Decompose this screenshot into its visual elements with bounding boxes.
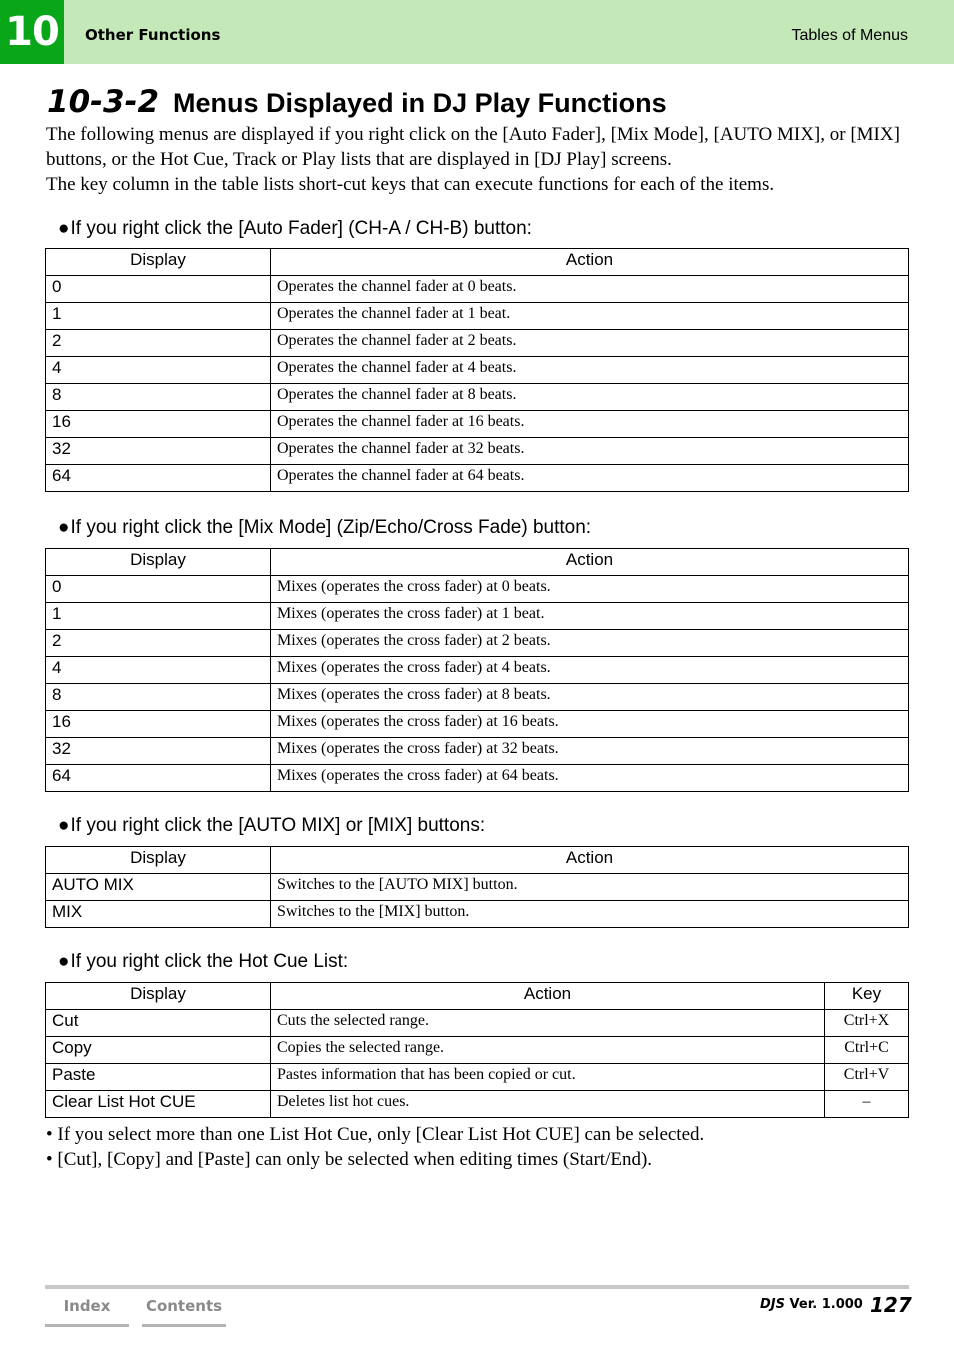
display-cell: 4 <box>46 357 271 384</box>
note-item: • If you select more than one List Hot Cue, only [Clear List Hot CUE] can be selected. <box>46 1124 705 1145</box>
column-header-display: Display <box>46 983 271 1010</box>
table-row <box>46 874 909 901</box>
action-cell: Mixes (operates the cross fader) at 4 beats. <box>271 657 909 684</box>
chapter-number-badge: 10 <box>0 0 64 64</box>
key-cell: Ctrl+X <box>825 1010 909 1037</box>
display-cell: 64 <box>46 465 271 492</box>
table-caption-auto-fader <box>58 218 532 240</box>
display-cell: 4 <box>46 657 271 684</box>
action-cell: Deletes list hot cues. <box>271 1091 825 1118</box>
version-text: Ver. 1.000 <box>789 1297 863 1312</box>
action-cell: Operates the channel fader at 8 beats. <box>271 384 909 411</box>
table-row <box>46 384 909 411</box>
display-cell: Paste <box>46 1064 271 1091</box>
table-row <box>46 357 909 384</box>
column-header-display: Display <box>46 249 271 276</box>
bullet-icon: ● <box>58 517 70 538</box>
table-caption-auto-mix <box>58 815 485 837</box>
display-cell: Copy <box>46 1037 271 1064</box>
display-cell: 8 <box>46 684 271 711</box>
action-cell: Mixes (operates the cross fader) at 64 beats. <box>271 765 909 792</box>
display-cell: 2 <box>46 330 271 357</box>
action-cell: Copies the selected range. <box>271 1037 825 1064</box>
table-row <box>46 1091 909 1118</box>
action-cell: Mixes (operates the cross fader) at 32 beats. <box>271 738 909 765</box>
intro-paragraph: The following menus are displayed if you right click on the [Auto Fader], [Mix Mode], [AUTO MIX], or [MIX] buttons, or the Hot Cue, Track or Play lists that are displayed in [DJ Play] screens. <box>46 124 900 170</box>
version-label <box>760 1297 863 1312</box>
section-heading <box>47 84 667 120</box>
display-cell: 64 <box>46 765 271 792</box>
display-cell: 1 <box>46 303 271 330</box>
action-cell: Operates the channel fader at 32 beats. <box>271 438 909 465</box>
contents-link[interactable]: Contents <box>142 1296 226 1327</box>
column-header-action: Action <box>271 249 909 276</box>
table-caption-mix-mode <box>58 517 591 539</box>
column-header-action: Action <box>271 847 909 874</box>
action-cell: Pastes information that has been copied or cut. <box>271 1064 825 1091</box>
table-header-row <box>46 983 909 1010</box>
action-cell: Cuts the selected range. <box>271 1010 825 1037</box>
chapter-title: Other Functions <box>85 26 221 44</box>
table-row <box>46 738 909 765</box>
intro-text <box>46 122 916 197</box>
header-section-label: Tables of Menus <box>791 27 908 44</box>
display-cell: 1 <box>46 603 271 630</box>
display-cell: 32 <box>46 738 271 765</box>
caption-text: If you right click the Hot Cue List: <box>70 951 349 972</box>
action-cell: Operates the channel fader at 1 beat. <box>271 303 909 330</box>
table-row <box>46 711 909 738</box>
page-number: 127 <box>870 1293 912 1317</box>
table-row <box>46 765 909 792</box>
table-row <box>46 630 909 657</box>
action-cell: Switches to the [AUTO MIX] button. <box>271 874 909 901</box>
display-cell: 0 <box>46 276 271 303</box>
index-link[interactable]: Index <box>45 1296 129 1327</box>
auto-fader-menu-table <box>45 248 909 492</box>
action-cell: Operates the channel fader at 2 beats. <box>271 330 909 357</box>
key-cell: – <box>825 1091 909 1118</box>
display-cell: 8 <box>46 384 271 411</box>
table-row <box>46 465 909 492</box>
table-row <box>46 438 909 465</box>
display-cell: Cut <box>46 1010 271 1037</box>
table-row <box>46 657 909 684</box>
column-header-display: Display <box>46 549 271 576</box>
action-cell: Switches to the [MIX] button. <box>271 901 909 928</box>
table-row <box>46 576 909 603</box>
bullet-icon: ● <box>58 218 70 239</box>
display-cell: 2 <box>46 630 271 657</box>
table-row <box>46 276 909 303</box>
mix-mode-menu-table <box>45 548 909 792</box>
display-cell: MIX <box>46 901 271 928</box>
table-row <box>46 1037 909 1064</box>
table-header-row <box>46 549 909 576</box>
action-cell: Mixes (operates the cross fader) at 0 beats. <box>271 576 909 603</box>
table-row <box>46 684 909 711</box>
display-cell: 32 <box>46 438 271 465</box>
action-cell: Mixes (operates the cross fader) at 16 beats. <box>271 711 909 738</box>
auto-mix-menu-table <box>45 846 909 928</box>
table-row <box>46 303 909 330</box>
column-header-action: Action <box>271 983 825 1010</box>
action-cell: Operates the channel fader at 16 beats. <box>271 411 909 438</box>
display-cell: 0 <box>46 576 271 603</box>
caption-text: If you right click the [Auto Fader] (CH-A / CH-B) button: <box>70 218 532 239</box>
action-cell: Mixes (operates the cross fader) at 8 beats. <box>271 684 909 711</box>
page-header <box>0 0 954 64</box>
display-cell: 16 <box>46 411 271 438</box>
table-row <box>46 603 909 630</box>
table-row <box>46 1064 909 1091</box>
product-name: DJS <box>760 1297 785 1312</box>
table-caption-hot-cue-list <box>58 951 348 973</box>
display-cell: Clear List Hot CUE <box>46 1091 271 1118</box>
action-cell: Mixes (operates the cross fader) at 2 beats. <box>271 630 909 657</box>
action-cell: Operates the channel fader at 4 beats. <box>271 357 909 384</box>
table-row <box>46 411 909 438</box>
table-header-row <box>46 249 909 276</box>
column-header-key: Key <box>825 983 909 1010</box>
action-cell: Operates the channel fader at 0 beats. <box>271 276 909 303</box>
key-cell: Ctrl+C <box>825 1037 909 1064</box>
key-cell: Ctrl+V <box>825 1064 909 1091</box>
caption-text: If you right click the [AUTO MIX] or [MIX] buttons: <box>70 815 486 836</box>
column-header-display: Display <box>46 847 271 874</box>
section-number: 10-3-2 <box>47 84 160 120</box>
column-header-action: Action <box>271 549 909 576</box>
note-item: • [Cut], [Copy] and [Paste] can only be selected when editing times (Start/End). <box>46 1149 653 1170</box>
caption-text: If you right click the [Mix Mode] (Zip/Echo/Cross Fade) button: <box>70 517 592 538</box>
action-cell: Mixes (operates the cross fader) at 1 beat. <box>271 603 909 630</box>
table-row <box>46 901 909 928</box>
bullet-icon: ● <box>58 951 70 972</box>
table-header-row <box>46 847 909 874</box>
notes-list <box>46 1122 704 1172</box>
table-row <box>46 330 909 357</box>
footer-divider <box>45 1285 909 1289</box>
hot-cue-list-menu-table <box>45 982 909 1118</box>
display-cell: AUTO MIX <box>46 874 271 901</box>
display-cell: 16 <box>46 711 271 738</box>
table-row <box>46 1010 909 1037</box>
intro-paragraph: The key column in the table lists short-cut keys that can execute functions for each of the items. <box>46 174 775 195</box>
action-cell: Operates the channel fader at 64 beats. <box>271 465 909 492</box>
bullet-icon: ● <box>58 815 70 836</box>
section-title: Menus Displayed in DJ Play Functions <box>173 88 667 118</box>
